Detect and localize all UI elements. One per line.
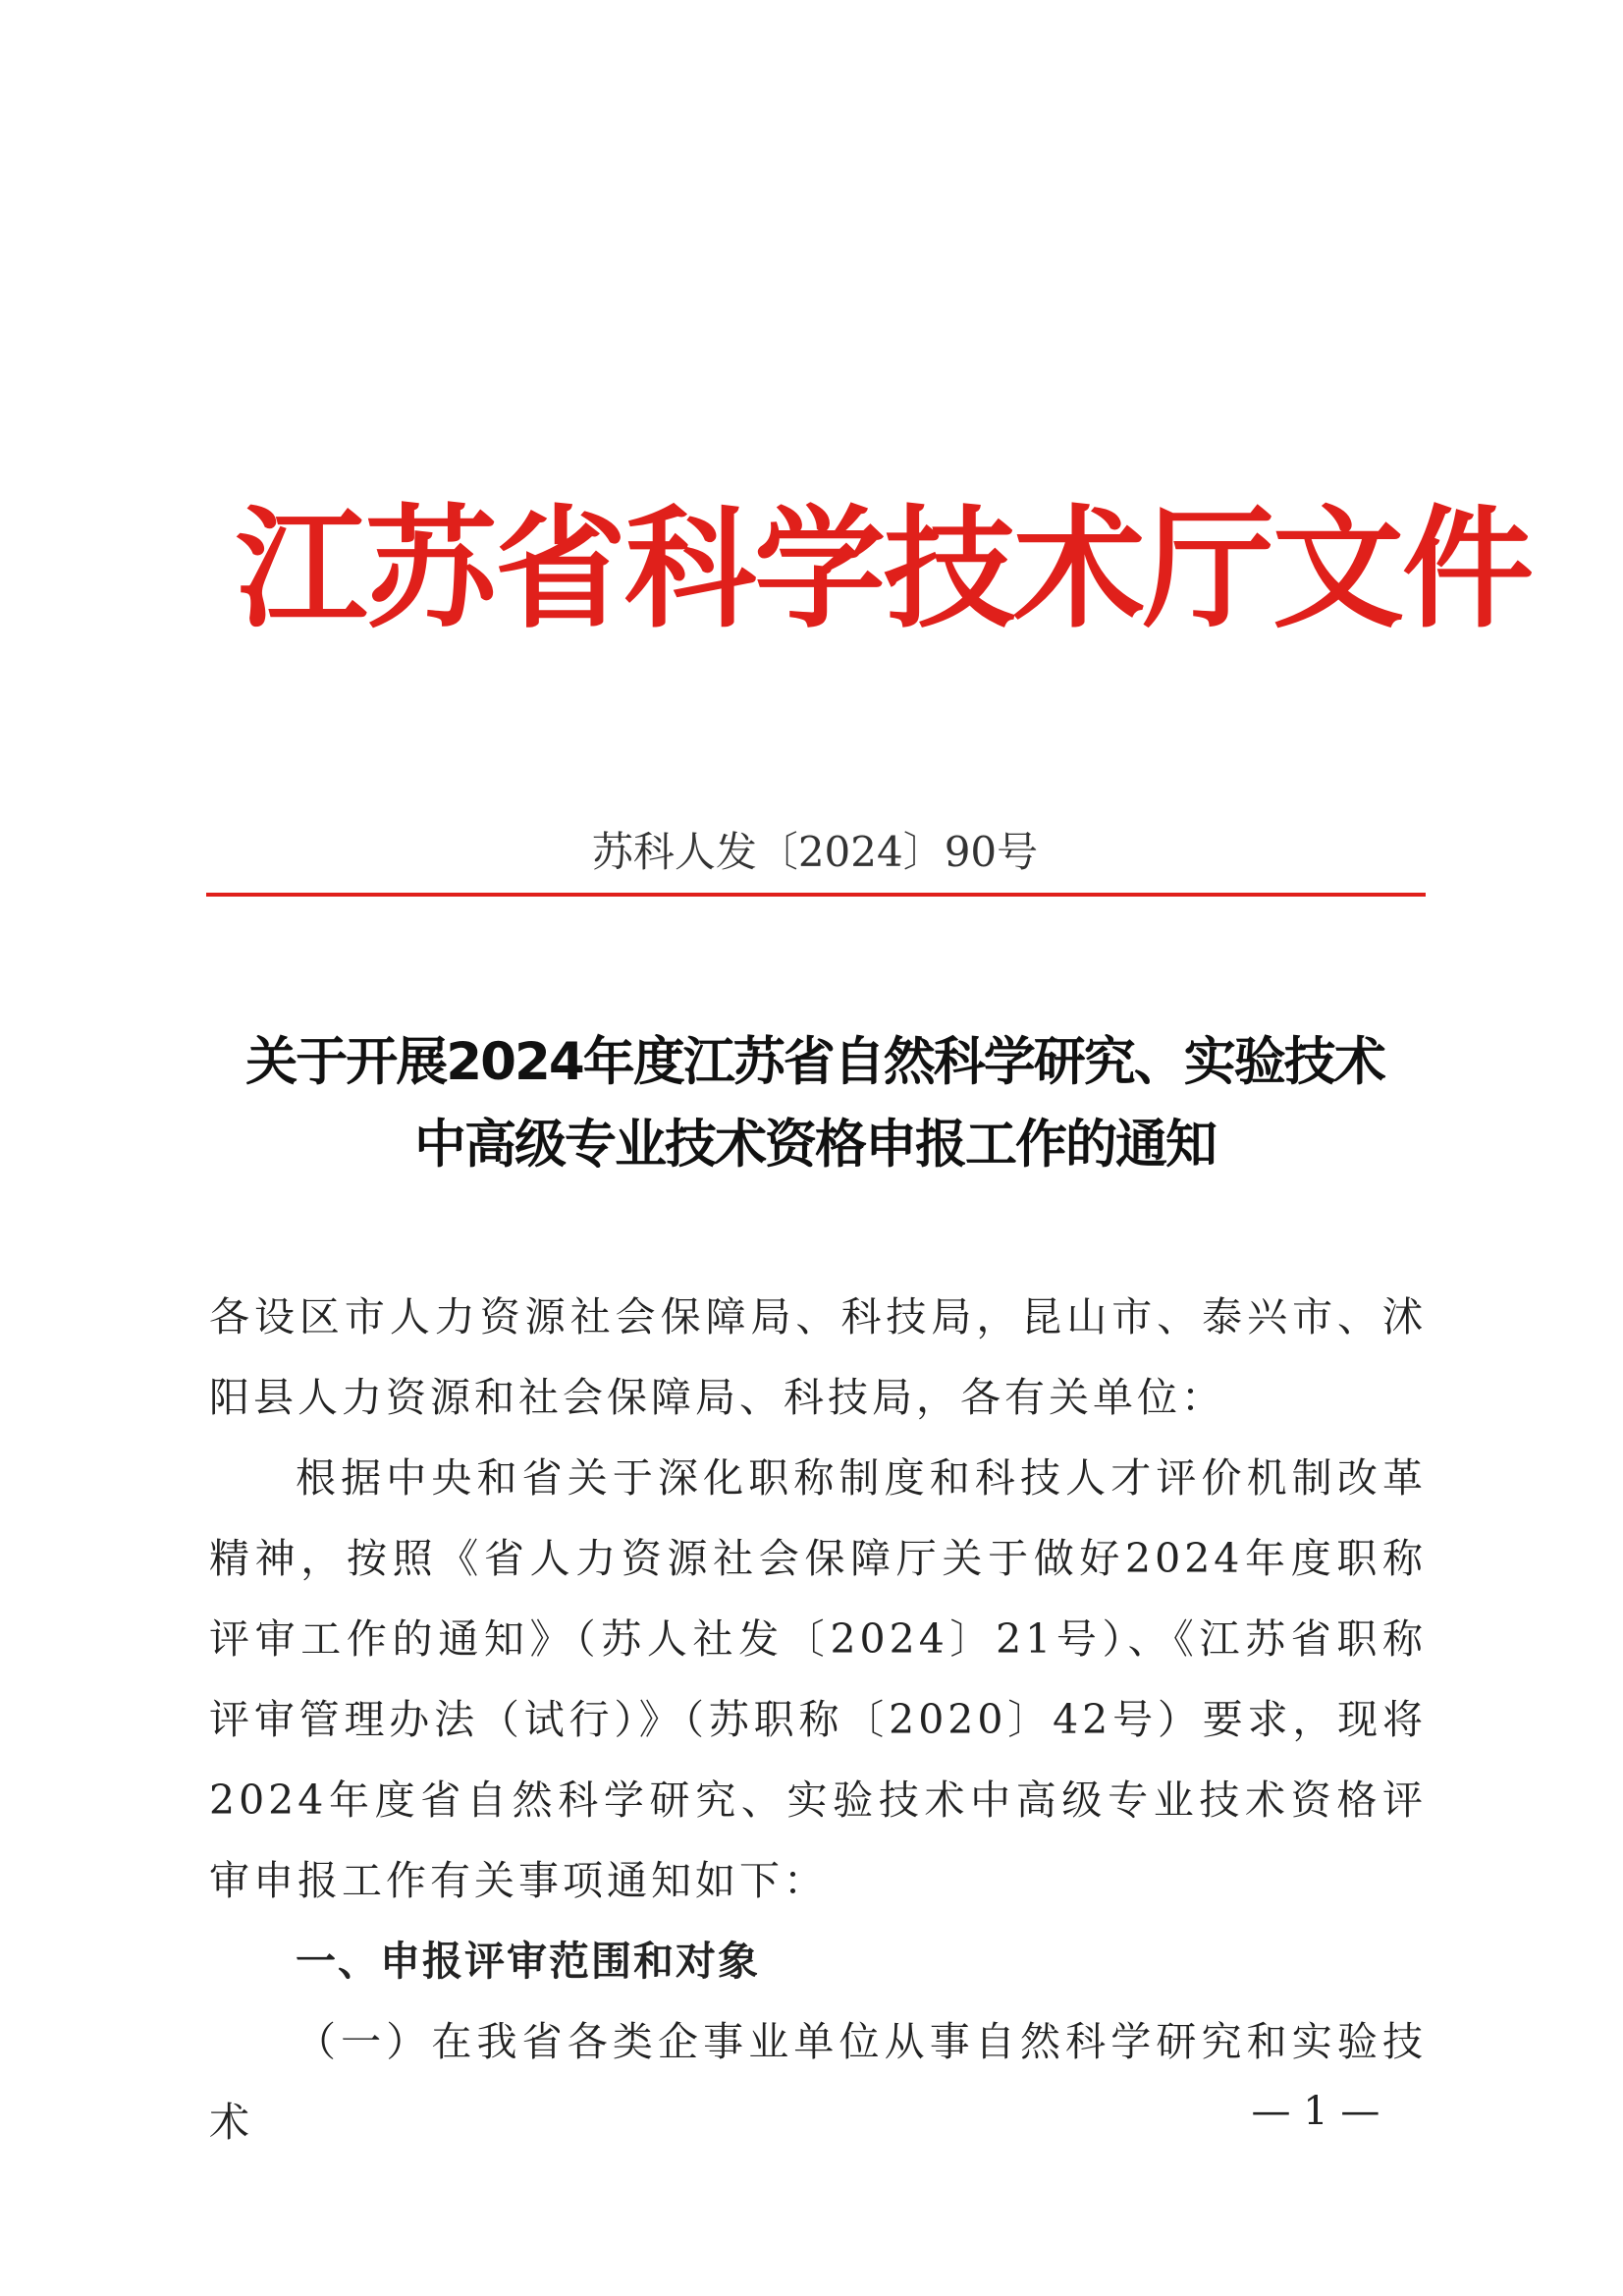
- addressee-paragraph: 各设区市人力资源社会保障局、科技局，昆山市、泰兴市、沭阳县人力资源和社会保障局、科技局，各有关单位：: [209, 1293, 1427, 1421]
- notice-title: [196, 1021, 1434, 1186]
- section-heading: 一、申报评审范围和对象: [296, 1938, 760, 1985]
- notice-title-line-1: 关于开展2024年度江苏省自然科学研究、实验技术: [245, 1032, 1384, 1092]
- document-masthead: 江苏省科学技术厅文件: [236, 493, 1533, 646]
- document-number: 苏科人发〔2024〕90号: [591, 828, 1039, 876]
- body-paragraph: （一）在我省各类企事业单位从事自然科学研究和实验技术: [209, 2018, 1427, 2146]
- document-body: [209, 1277, 1427, 2162]
- notice-title-line-2: 中高级专业技术资格申报工作的通知: [414, 1115, 1216, 1175]
- page-number: — 1 —: [1251, 2089, 1380, 2134]
- body-paragraph: 根据中央和省关于深化职称制度和科技人才评价机制改革精神，按照《省人力资源社会保障厅关于做好2024年度职称评审工作的通知》（苏人社发〔2024〕21号）、《江苏省职称评审管理办法（试行）》（苏职称〔2020〕42号）要求，现将2024年度省自然科学研究、实验技术中高级专业技术资格评审申报工作有关事项通知如下：: [209, 1454, 1427, 1904]
- red-divider-line: [206, 893, 1426, 897]
